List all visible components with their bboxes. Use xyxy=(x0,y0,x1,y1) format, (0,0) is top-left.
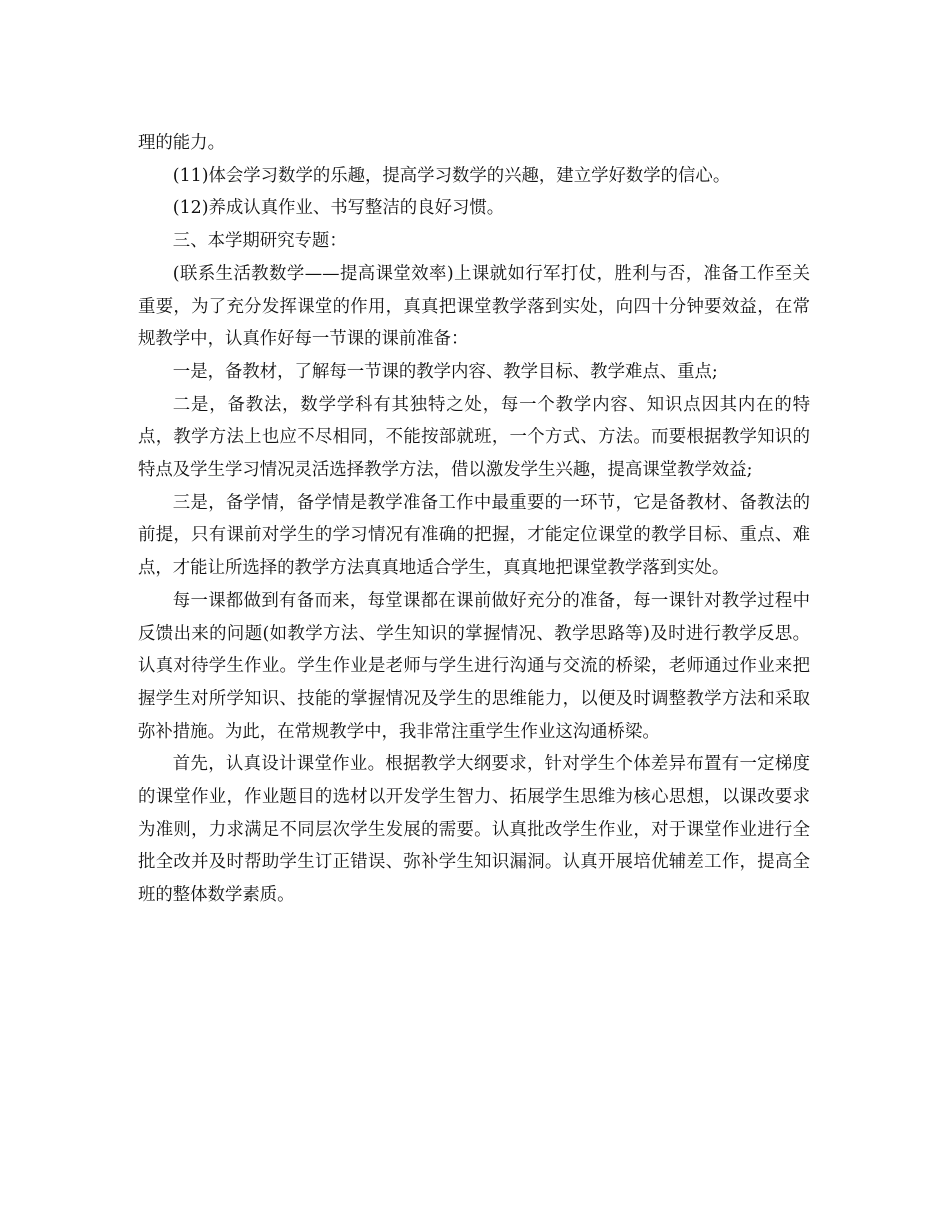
paragraph-7: 二是，备教法，数学学科有其独特之处，每一个教学内容、知识点因其内在的特点，教学方法上也应不尽相同，不能按部就班，一个方式、方法。而要根据教学知识的特点及学生学习情况灵活选择教学方法，借以激发学生兴趣，提高课堂教学效益; xyxy=(138,394,810,481)
paragraph-1: 理的能力。 xyxy=(138,133,225,153)
paragraph-10: 首先，认真设计课堂作业。根据教学大纲要求，针对学生个体差异布置有一定梯度的课堂作业，作业题目的选材以开发学生智力、拓展学生思维为核心思想，以课改要求为准则，力求满足不同层次学生发展的需要。认真批改学生作业，对于课堂作业进行全批全改并及时帮助学生订正错误、弥补学生知识漏洞。认真开展培优辅差工作，提高全班的整体数学素质。 xyxy=(138,754,810,906)
paragraph-9: 每一课都做到有备而来，每堂课都在课前做好充分的准备，每一课针对教学过程中反馈出来的问题(如教学方法、学生知识的掌握情况、教学思路等)及时进行教学反思。认真对待学生作业。学生作业是老师与学生进行沟通与交流的桥梁，老师通过作业来把握学生对所学知识、技能的掌握情况及学生的思维能力，以便及时调整教学方法和采取弥补措施。为此，在常规教学中，我非常注重学生作业这沟通桥梁。 xyxy=(138,590,810,742)
paragraph-2: (11)体会学习数学的乐趣，提高学习数学的兴趣，建立学好数学的信心。 xyxy=(172,165,731,186)
document-page xyxy=(138,127,810,912)
paragraph-3: (12)养成认真作业、书写整洁的良好习惯。 xyxy=(172,198,505,219)
paragraph-6: 一是，备教材，了解每一节课的教学内容、教学目标、教学难点、重点; xyxy=(172,361,718,382)
section-heading: 三、本学期研究专题： xyxy=(172,231,347,252)
paragraph-5: (联系生活教数学——提高课堂效率)上课就如行军打仗，胜利与否，准备工作至关重要，为了充分发挥课堂的作用，真真把课堂教学落到实处，向四十分钟要效益，在常规教学中，认真作好每一节课的课前准备： xyxy=(138,263,810,350)
paragraph-8: 三是，备学情，备学情是教学准备工作中最重要的一环节，它是备教材、备教法的前提，只有课前对学生的学习情况有准确的把握，才能定位课堂的教学目标、重点、难点，才能让所选择的教学方法真真地适合学生，真真地把课堂教学落到实处。 xyxy=(138,492,810,579)
